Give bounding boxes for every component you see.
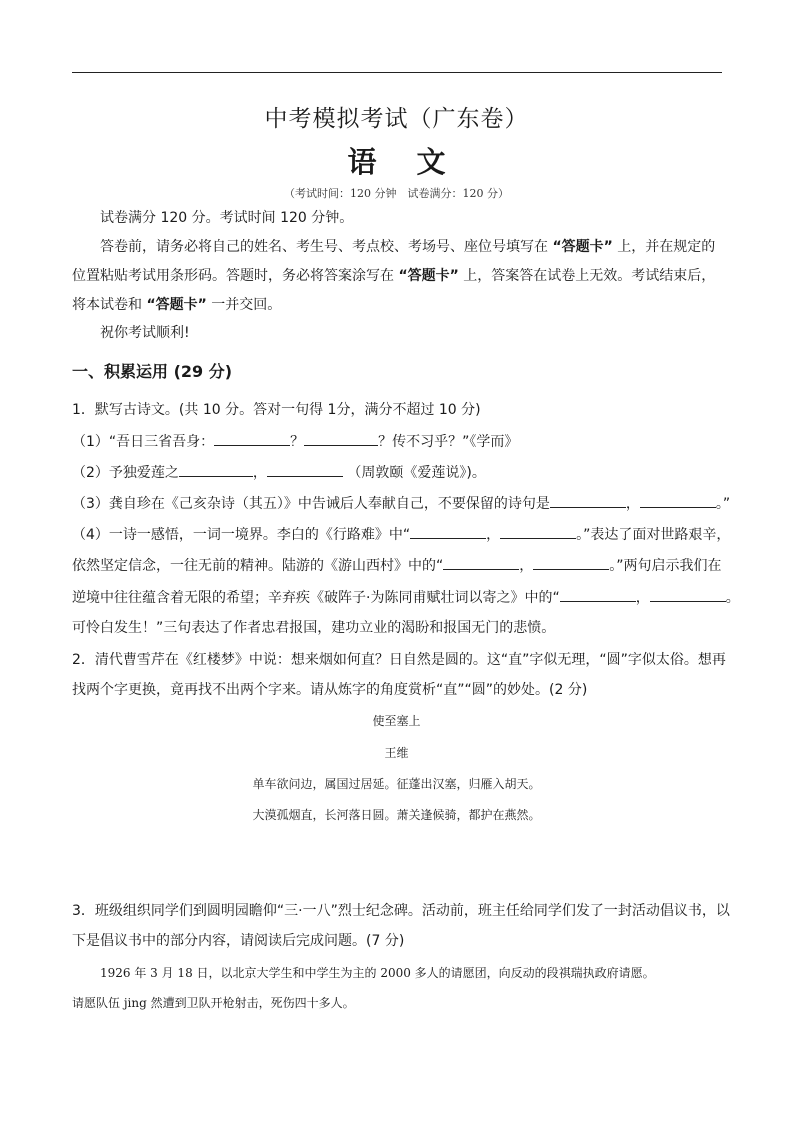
answer-blank[interactable] bbox=[410, 524, 486, 539]
instruction-line-1: 试卷满分 120 分。考试时间 120 分钟。 bbox=[100, 210, 354, 226]
answer-blank[interactable] bbox=[500, 524, 576, 539]
instruction-line-2: 答卷前，请务必将自己的姓名、考生号、考点校、考场号、座位号填写在 “答题卡” 上，并在规定的 bbox=[100, 239, 716, 255]
instruction-line-3: 位置粘贴考试用条形码。答题时，务必将答案涂写在 “答题卡” 上，答案答在试卷上无效。考试结束后， bbox=[72, 268, 716, 284]
answer-card-text: “答题卡” bbox=[552, 239, 613, 255]
answer-blank[interactable] bbox=[304, 431, 378, 446]
poem-line-1: 单车欲问边，属国过居延。征蓬出汉塞，归雁入胡天。 bbox=[252, 777, 541, 791]
q1-item-1: （1）“吾日三省吾身： ？ ？传不习乎？”《学而》 bbox=[72, 431, 732, 452]
answer-blank[interactable] bbox=[214, 431, 290, 446]
exam-title: 中考模拟考试（广东卷） bbox=[264, 106, 529, 132]
q1-item-7: 可怜白发生！”三句表达了作者忠君报国，建功立业的渴盼和报国无门的悲愤。 bbox=[72, 620, 556, 636]
passage-line-2: 请愿队伍 jing 然遭到卫队开枪射击，死伤四十多人。 bbox=[72, 996, 355, 1010]
subject-char-2: 文 bbox=[416, 145, 446, 179]
answer-blank[interactable] bbox=[179, 462, 253, 477]
q1-item-2: （2）予独爱莲之 ， （周敦颐《爱莲说》)。 bbox=[72, 462, 732, 483]
answer-blank[interactable] bbox=[267, 462, 343, 477]
question-2-line-2: 找两个字更换，竟再找不出两个字来。请从炼字的角度赏析“直”“圆”的妙处。(2 分) bbox=[72, 682, 588, 698]
question-2-line-1: 2．清代曹雪芹在《红楼梦》中说：想来烟如何直？日自然是圆的。这“直”字似无理，“圆”字似太俗。想再 bbox=[72, 652, 726, 668]
subject-char-1: 语 bbox=[347, 145, 377, 179]
top-rule bbox=[72, 72, 722, 73]
exam-info: （考试时间：120 分钟 试卷满分：120 分） bbox=[284, 187, 509, 200]
answer-blank[interactable] bbox=[550, 493, 626, 508]
good-luck-text: 祝你考试顺利! bbox=[100, 325, 190, 341]
poem-author: 王维 bbox=[384, 746, 409, 760]
answer-blank[interactable] bbox=[560, 587, 636, 602]
answer-blank[interactable] bbox=[533, 555, 609, 570]
question-3-line-1: 3．班级组织同学们到圆明园瞻仰“三·一八”烈士纪念碑。活动前，班主任给同学们发了一封活动倡议书，以 bbox=[72, 903, 730, 919]
question-1-stem: 1．默写古诗文。(共 10 分。答对一句得 1分，满分不超过 10 分) bbox=[72, 402, 481, 418]
q1-item-6: 逆境中往往蕴含着无限的希望；辛弃疾《破阵子·为陈同甫赋壮词以寄之》中的“ ， 。 bbox=[72, 587, 732, 608]
passage-line-1: 1926 年 3 月 18 日，以北京大学生和中学生为主的 2000 多人的请愿团，向反动的段祺瑞执政府请愿。 bbox=[100, 966, 655, 980]
answer-blank[interactable] bbox=[443, 555, 519, 570]
question-3-line-2: 下是倡议书中的部分内容，请阅读后完成问题。(7 分) bbox=[72, 933, 405, 949]
answer-blank[interactable] bbox=[640, 493, 716, 508]
poem-line-2: 大漠孤烟直，长河落日圆。萧关逢候骑，都护在燕然。 bbox=[252, 808, 541, 822]
poem-title: 使至塞上 bbox=[372, 714, 421, 728]
instruction-line-4: 将本试卷和 “答题卡” 一并交回。 bbox=[72, 297, 282, 313]
subject-title bbox=[0, 140, 793, 181]
q1-item-3: （3）龚自珍在《己亥杂诗（其五）》中告诫后人奉献自己，不要保留的诗句是 ， 。” bbox=[72, 493, 732, 514]
q1-item-4: （4）一诗一感悟，一词一境界。李白的《行路难》中“ ， 。”表达了面对世路艰辛， bbox=[72, 524, 732, 545]
q1-item-5: 依然坚定信念，一往无前的精神。陆游的《游山西村》中的“ ， 。”两句启示我们在 bbox=[72, 555, 732, 576]
answer-blank[interactable] bbox=[650, 587, 726, 602]
section-heading: 一、积累运用 (29 分) bbox=[72, 362, 233, 381]
